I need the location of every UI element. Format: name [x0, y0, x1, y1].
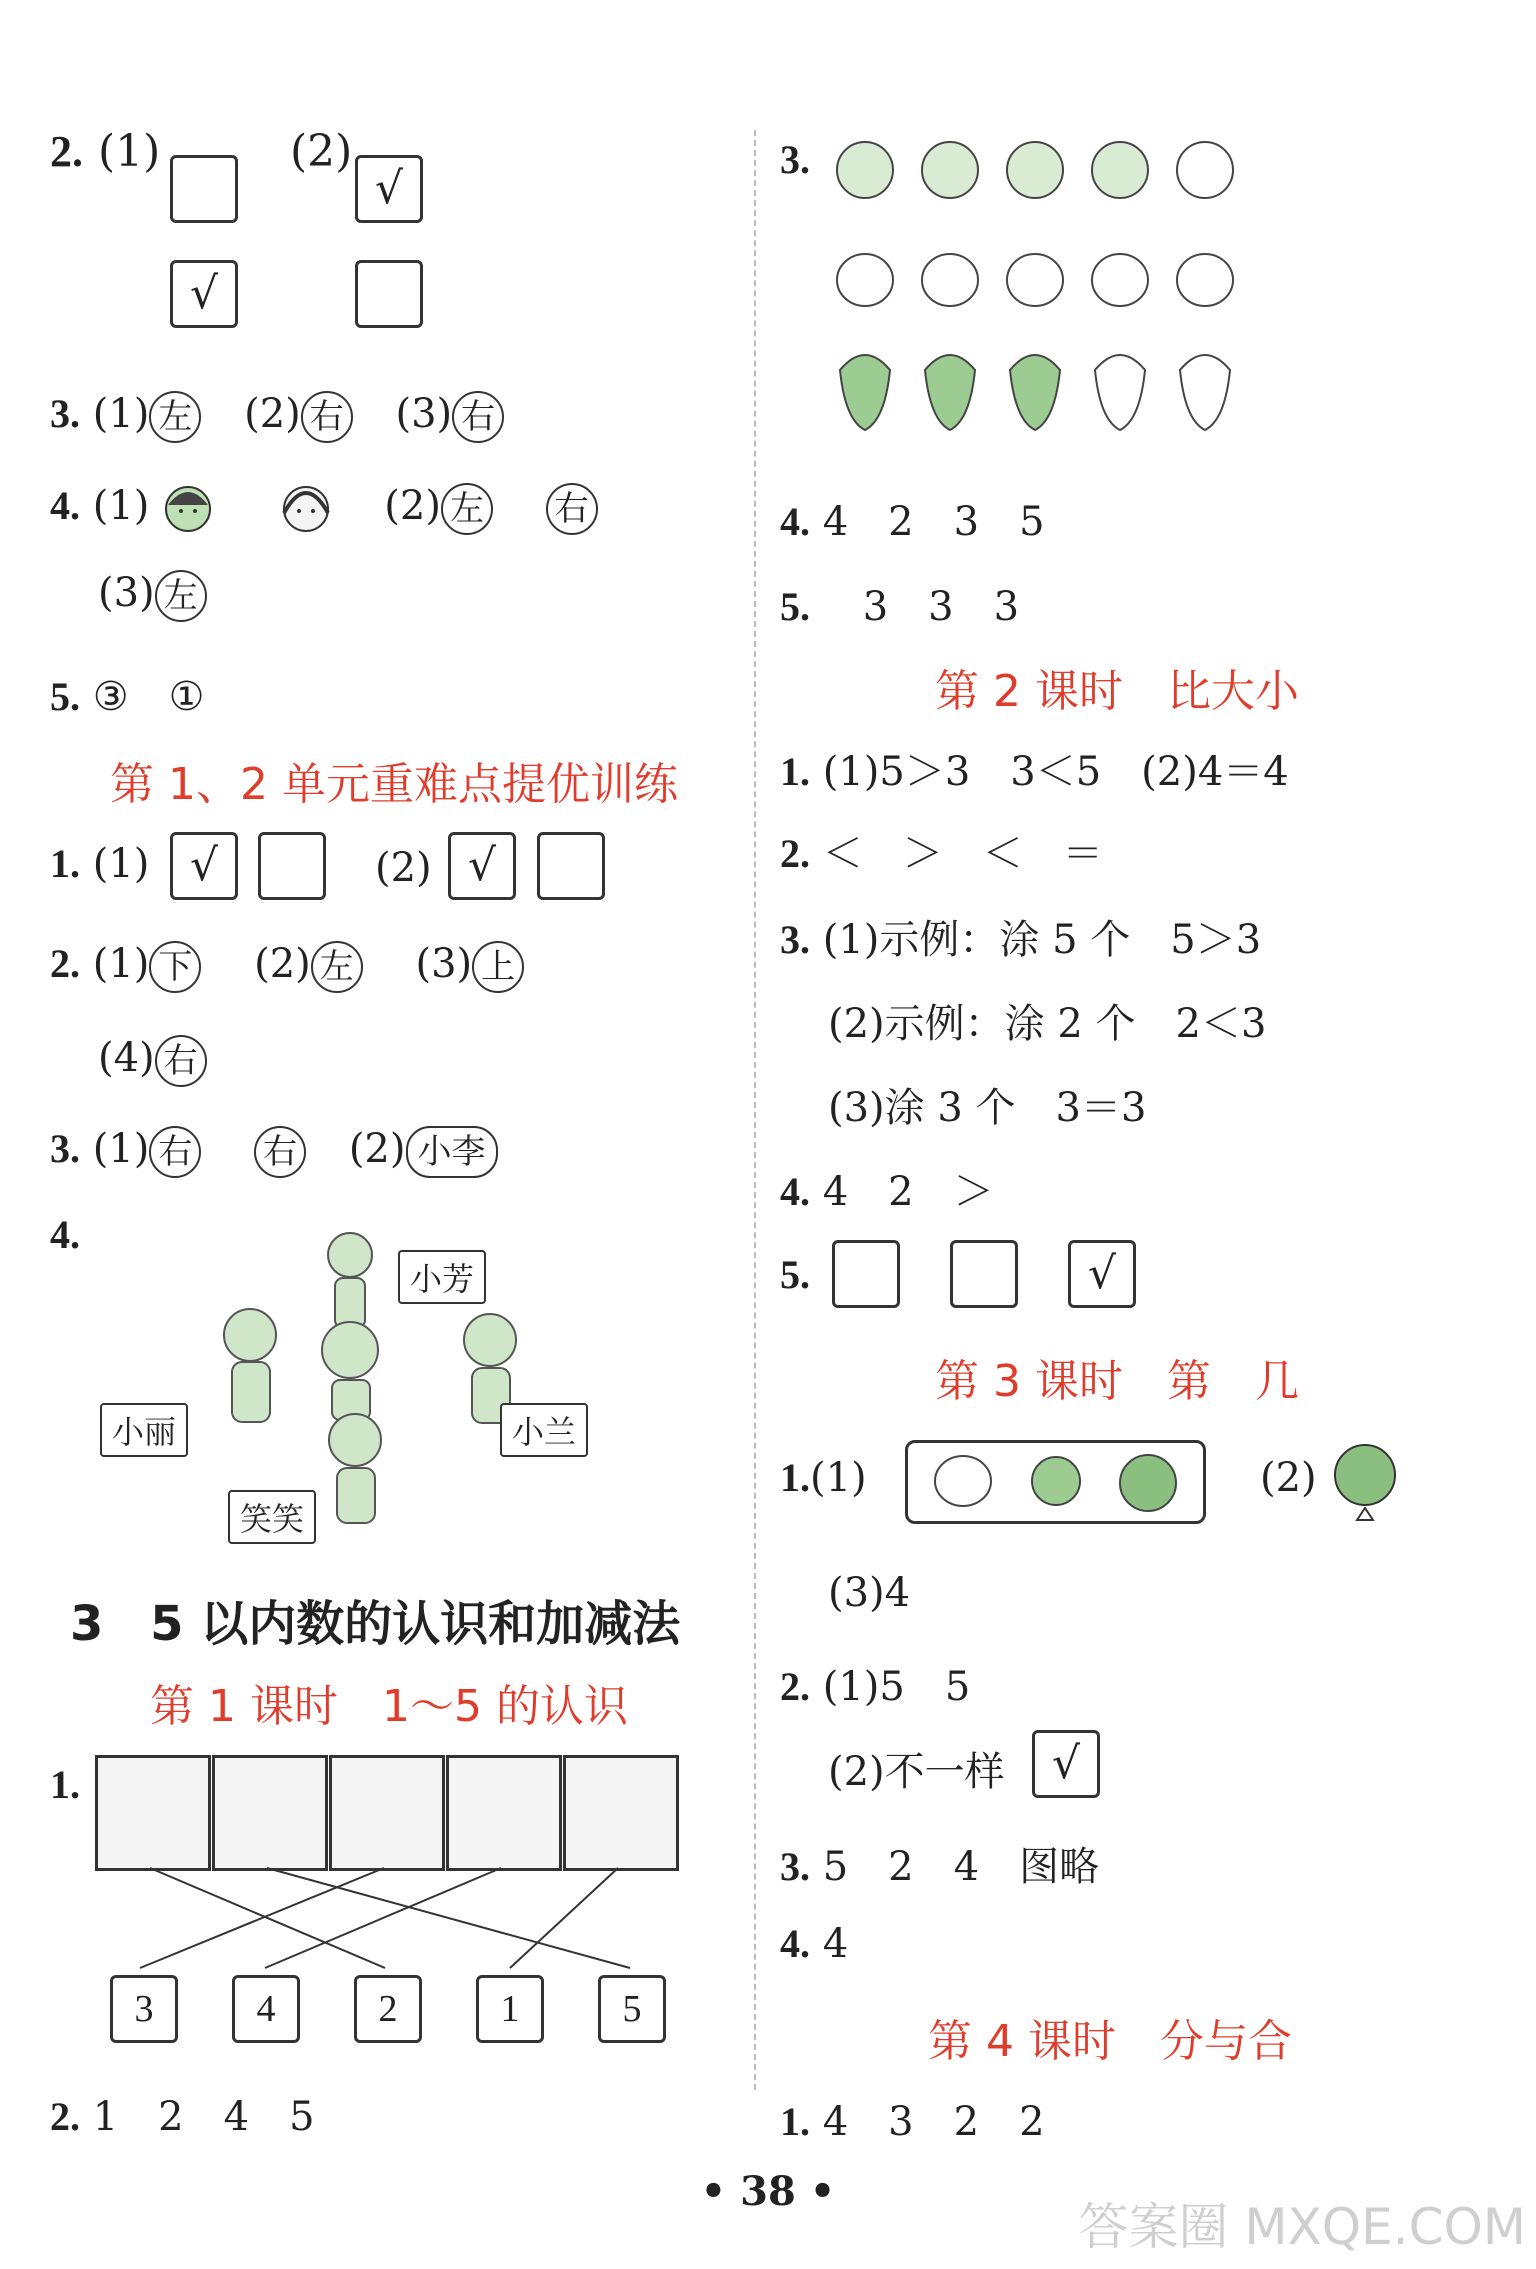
check-mark: √	[189, 840, 219, 891]
l2q3-answer-a: (1)示例：涂 5 个 5＞3	[822, 917, 1262, 963]
part-label: (2)	[348, 1126, 406, 1172]
lesson-heading: 第 1 课时 1～5 的认识	[150, 1681, 628, 1732]
number-box: 5	[598, 1975, 666, 2043]
sa4-number: 4.	[50, 1212, 80, 1257]
l3q2-line-a	[780, 1655, 970, 1712]
l3q1-part3: (3)4	[828, 1570, 911, 1616]
number-box: 2	[354, 1975, 422, 2043]
answer-box	[950, 1240, 1018, 1308]
l3q2-answer-b: (2)不一样	[828, 1749, 1005, 1795]
check-mark: √	[467, 840, 497, 891]
q2-part2: (2)	[290, 126, 353, 177]
page-number: • 38 •	[700, 2168, 836, 2215]
circled-answer: 左	[149, 391, 201, 443]
part-label: (2)	[384, 483, 441, 529]
l2q4-line	[780, 1160, 994, 1217]
name-label-xiaoxiao: 笑笑	[228, 1490, 316, 1544]
q4-number: 4.	[50, 483, 80, 528]
part-label: (2)	[254, 941, 311, 987]
lesson-heading: 第 2 课时 比大小	[935, 666, 1299, 717]
circled-answer: 左	[311, 941, 363, 993]
l2q4-answer: 4 2 ＞	[822, 1169, 994, 1215]
l3q1-line	[780, 1455, 867, 1501]
l1q2-line	[50, 2085, 315, 2142]
number-box: 3	[110, 1975, 178, 2043]
l2q3-line-a	[780, 908, 1261, 965]
answer-box-checked	[1032, 1730, 1100, 1798]
lesson-heading: 第 3 课时 第 几	[935, 1356, 1299, 1407]
l3q4-number: 4.	[780, 1921, 810, 1966]
part-label: (1)	[92, 941, 150, 987]
circled-answer: 右	[254, 1126, 306, 1178]
check-mark: √	[374, 163, 404, 214]
rq5-line	[780, 575, 1019, 632]
rq5-number: 5.	[780, 584, 810, 629]
sa3-number: 3.	[50, 1126, 80, 1171]
circled-answer: 右	[149, 1126, 201, 1178]
circled-answer: 右	[301, 391, 353, 443]
part-label: (1)	[92, 841, 150, 887]
part-label: (1)	[810, 1455, 867, 1501]
circled-answer: 左	[155, 570, 207, 622]
part-label: (2)	[244, 391, 301, 437]
check-mark: √	[1051, 1738, 1081, 1789]
l2q4-number: 4.	[780, 1169, 810, 1214]
answer-box-checked	[1068, 1240, 1136, 1308]
l3q4-answer: 4	[822, 1921, 849, 1967]
name-label-xiaoli: 小丽	[100, 1403, 188, 1457]
answer-box	[832, 1240, 900, 1308]
part-label: (2)	[1260, 1455, 1317, 1501]
q2-part1: (1)	[98, 126, 161, 177]
part-label: (1)	[92, 391, 150, 437]
q3-number: 3.	[50, 391, 80, 436]
part-label: (4)	[98, 1035, 155, 1081]
part-label: (3)	[395, 391, 453, 437]
circled-answer: 上	[472, 941, 524, 993]
l2q2-line	[780, 822, 1103, 879]
l3q3-answer: 5 2 4 图略	[822, 1844, 1100, 1890]
chapter-title: 5 以内数的认识和加减法	[150, 1596, 681, 1652]
circled-answer: 右	[452, 391, 504, 443]
l1q1-number: 1.	[50, 1762, 80, 1807]
part-label: (1)	[92, 483, 150, 529]
l2q3-number: 3.	[780, 917, 810, 962]
check-mark: √	[1087, 1248, 1117, 1299]
chapter-number: 3	[70, 1596, 104, 1652]
rq5-answer: 3 3 3	[822, 584, 1020, 630]
rq3-number: 3.	[780, 137, 810, 182]
l1q2-answer: 1 2 4 5	[92, 2094, 315, 2140]
circled-answer: 右	[546, 483, 598, 535]
l2q1-number: 1.	[780, 749, 810, 794]
l4q1-number: 1.	[780, 2099, 810, 2144]
section-heading: 第 1、2 单元重难点提优训练	[110, 759, 678, 810]
rq4-number: 4.	[780, 499, 810, 544]
l3q3-number: 3.	[780, 1844, 810, 1889]
circled-answer: 下	[149, 941, 201, 993]
number-box: 1	[476, 1975, 544, 2043]
l1q2-number: 2.	[50, 2094, 80, 2139]
l2q5-number: 5.	[780, 1252, 810, 1297]
q5-number: 5.	[50, 674, 80, 719]
l2q1-line	[780, 740, 1289, 797]
fruit-group-icons	[908, 1443, 1203, 1521]
l3q1-number: 1.	[780, 1455, 810, 1500]
q2-number: 2.	[50, 127, 83, 176]
l2q2-number: 2.	[780, 831, 810, 876]
circled-answer: 左	[441, 483, 493, 535]
l2q2-answer: ＜ ＞ ＜ ＝	[822, 831, 1103, 877]
l2q3-answer-b: (2)示例：涂 2 个 2＜3	[828, 1001, 1267, 1047]
l3q3-line	[780, 1835, 1099, 1892]
sa2-number: 2.	[50, 941, 80, 986]
oval-answer: 小李	[406, 1126, 498, 1178]
name-label-xiaolan: 小兰	[500, 1403, 588, 1457]
l2q3-answer-c: (3)涂 3 个 3＝3	[828, 1085, 1147, 1131]
lesson-heading: 第 4 课时 分与合	[928, 2016, 1292, 2067]
circled-answer: 右	[155, 1035, 207, 1087]
check-mark: √	[189, 268, 219, 319]
q5-answer: ③ ①	[92, 674, 205, 720]
part-label: (3)	[415, 941, 473, 987]
fruit-group-box	[905, 1440, 1206, 1524]
sa1-number: 1.	[50, 841, 80, 886]
number-box: 4	[232, 1975, 300, 2043]
part-label: (2)	[375, 845, 432, 891]
l3q2-line-b	[828, 1740, 1005, 1797]
matching-lines	[0, 0, 760, 2000]
fruit-rows-illustration	[830, 130, 1250, 450]
apple-with-triangle-icon	[1330, 1430, 1400, 1530]
l2q1-answer: (1)5＞3 3＜5 (2)4＝4	[822, 749, 1289, 795]
rq4-answer: 4 2 3 5	[822, 499, 1045, 545]
l4q1-answer: 4 3 2 2	[822, 2099, 1045, 2145]
l3q2-answer-a: (1)5 5	[822, 1664, 971, 1710]
part-label: (1)	[92, 1126, 150, 1172]
name-label-xiaofang: 小芳	[398, 1250, 486, 1304]
rq4-line	[780, 490, 1045, 547]
l4q1-line	[780, 2090, 1045, 2147]
watermark-logo: 答案圈 MXQE.COM	[1078, 2198, 1526, 2256]
l3q2-number: 2.	[780, 1664, 810, 1709]
l3q4-line	[780, 1920, 848, 1967]
part-label: (3)	[98, 570, 155, 616]
